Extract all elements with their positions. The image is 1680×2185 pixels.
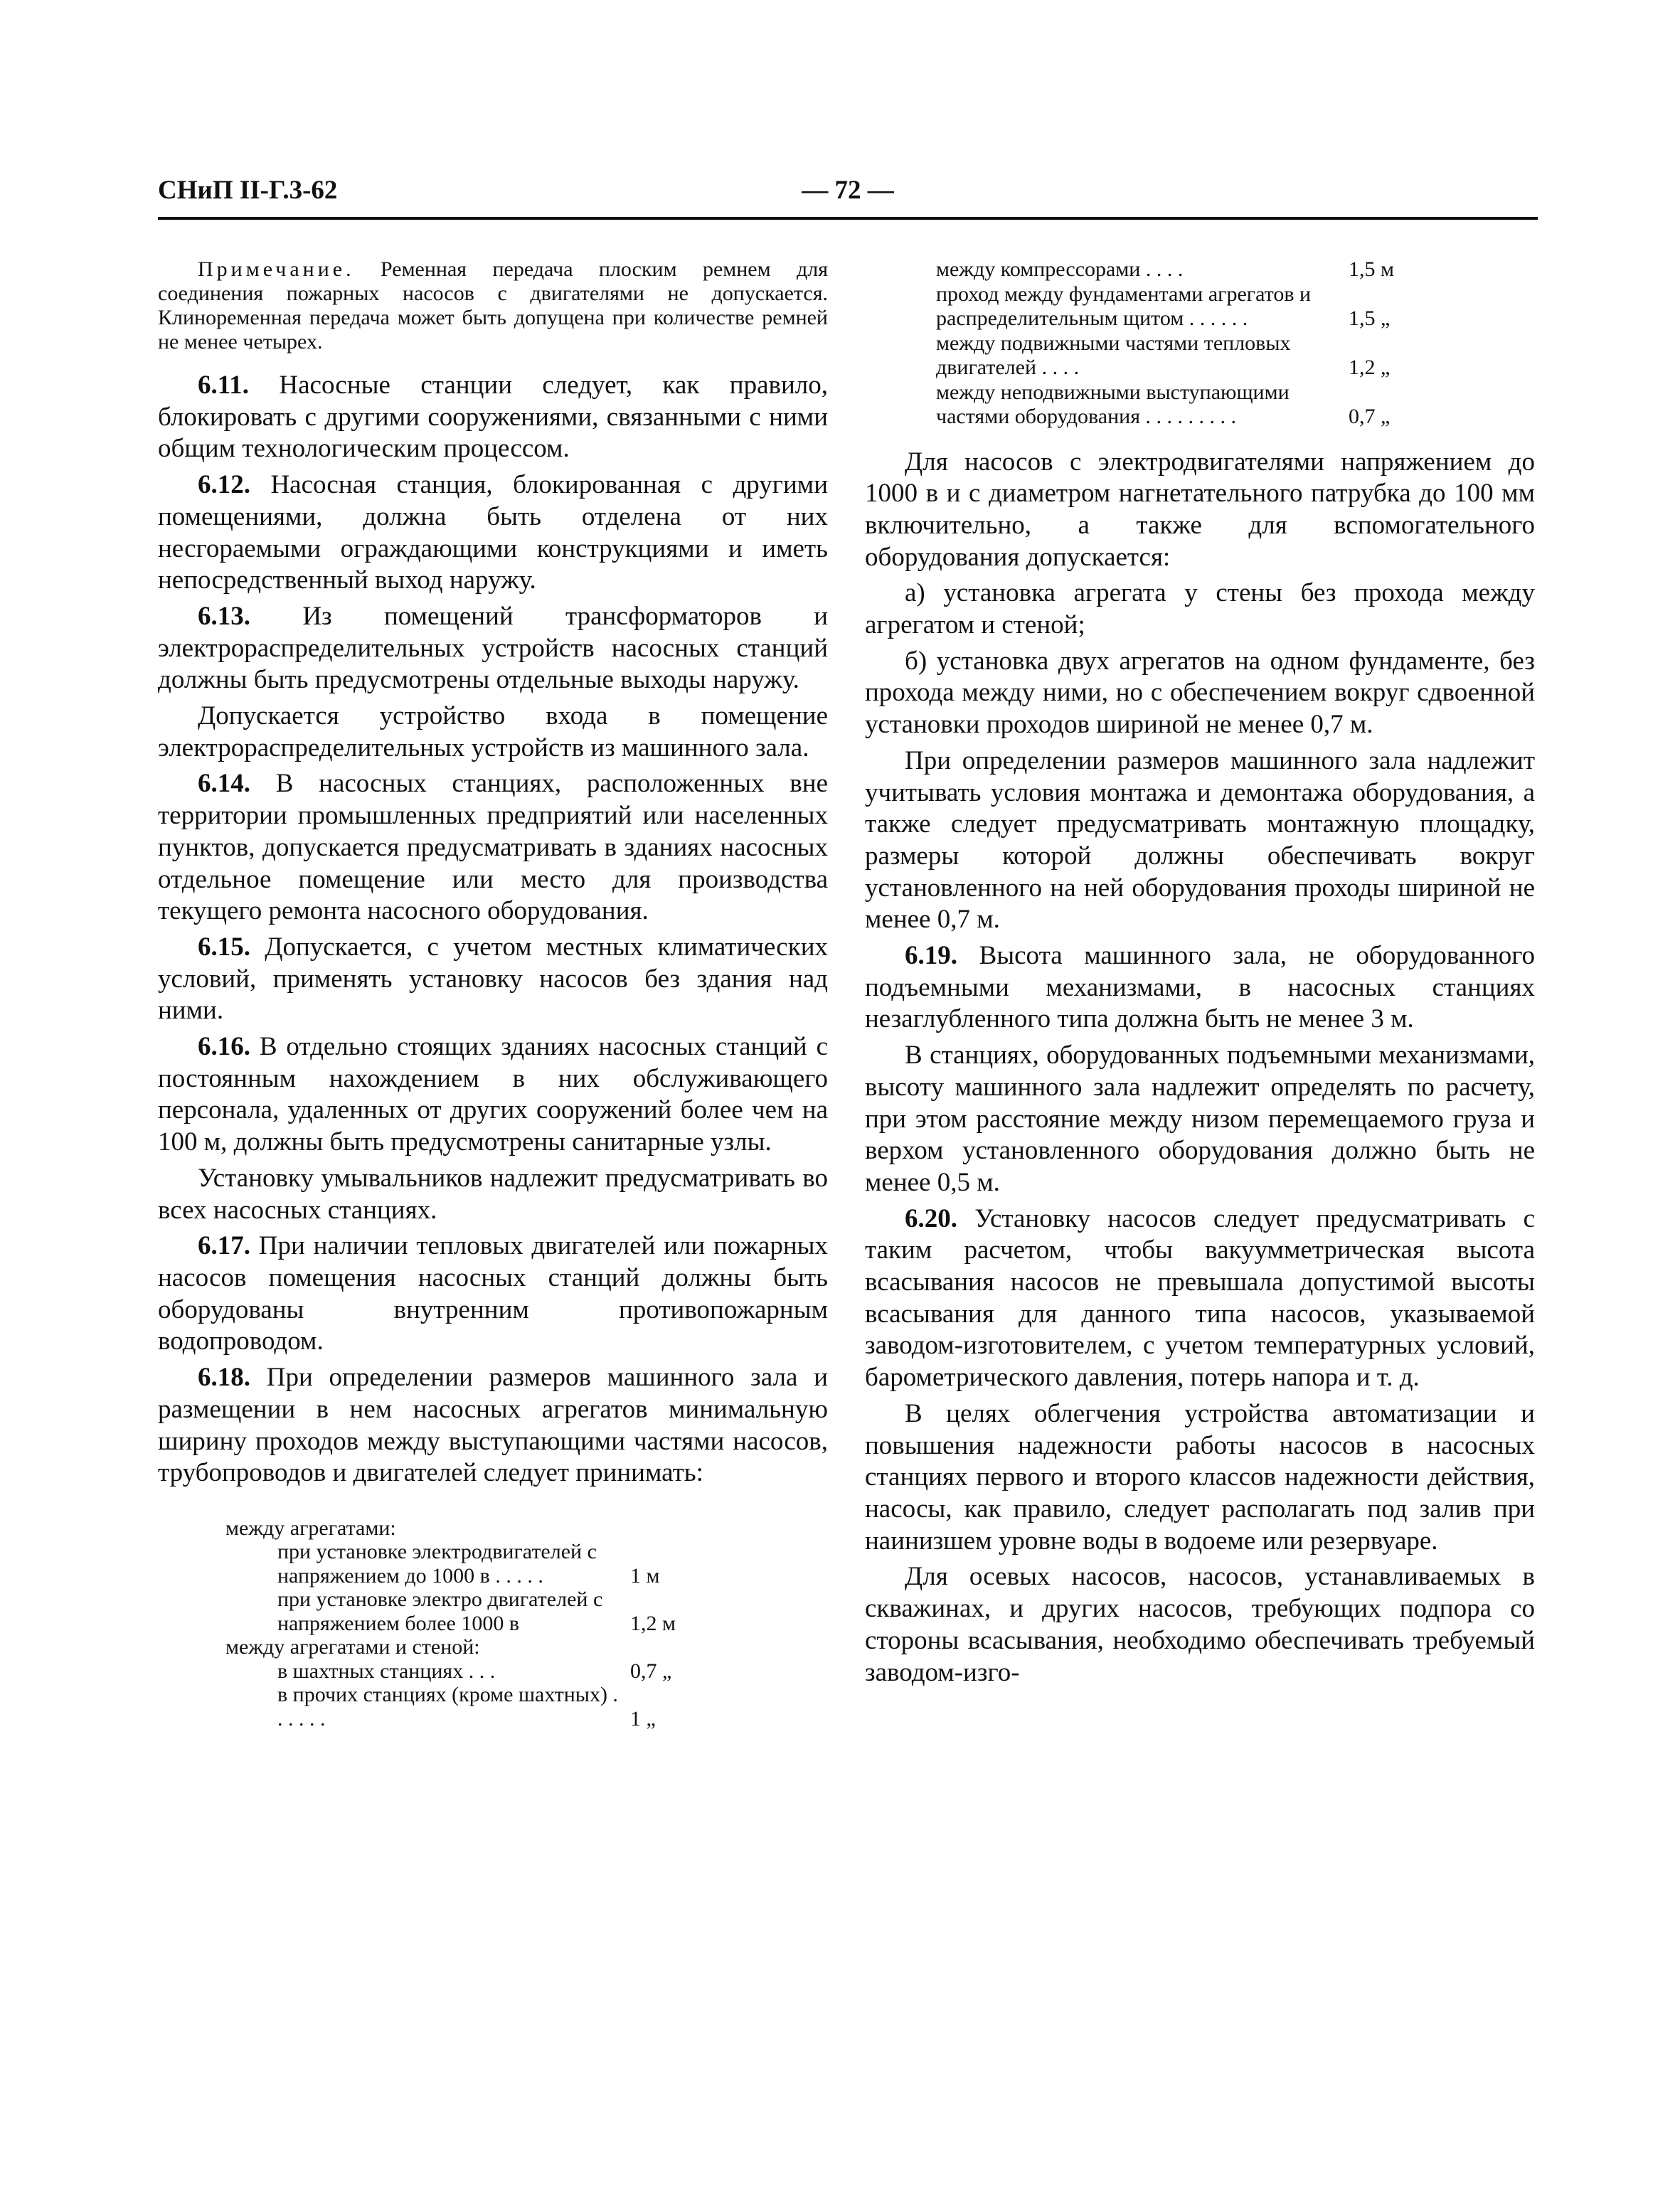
section-text: Насосные станции следует, как правило, блокировать с другими сооружениями, связанными с ними общим технологическим процессом. <box>158 371 829 464</box>
list-item-value: 0,7 „ <box>630 1659 672 1683</box>
list-item-text: при установке электро двигателей с напряжением более 1000 в <box>277 1588 603 1635</box>
section-number: 6.18. <box>198 1363 250 1393</box>
page-header <box>158 175 1538 218</box>
section-number: 6.20. <box>905 1203 957 1233</box>
section-6-18 <box>158 1362 828 1489</box>
list-item <box>158 1540 660 1588</box>
list-item-text: проход между фундаментами агрегатов и распределительным щитом . . . . . . <box>936 282 1312 330</box>
section-text: При определении размеров машинного зала и размещении в нем насосных агрегатов минимальную ширину проходов между выступающими частями насосов, трубопроводов и двигателей следует принимать: <box>158 1363 828 1488</box>
section-6-17 <box>158 1230 828 1358</box>
section-text: В насосных станциях, расположенных вне территории промышленных предприятий или населенных пунктов, допускается предусматривать в зданиях насосных отдельное помещение или место для производства текущего ремонта насосного оборудования. <box>158 769 828 926</box>
section-6-13 <box>158 601 828 696</box>
list-item-value: 1,2 м <box>630 1611 676 1635</box>
section-number: 6.17. <box>198 1231 250 1261</box>
paragraph: Для осевых насосов, насосов, устанавливаемых в скважинах, и других насосов, требующих подпора со стороны всасывания, необходимо обеспечивать требуемый заводом-изго- <box>865 1562 1535 1687</box>
clearance-list <box>158 1516 828 1731</box>
paragraph: При определении размеров машинного зала надлежит учитывать условия монтажа и демонтажа оборудования, а также следует предусматривать монтажную площадку, размеры которой должны обеспечивать вокруг установленного на ней оборудования проходы шириной не менее 0,7 м. <box>865 745 1535 935</box>
list-item-text: между неподвижными выступающими частями оборудования . . . . . . . . . <box>936 380 1290 428</box>
list-item-value: 1 м <box>630 1563 660 1588</box>
list-group-title: между агрегатами: <box>225 1516 396 1540</box>
paragraph-item-b: б) установка двух агрегатов на одном фундаменте, без прохода между ними, но с обеспечением вокруг сдвоенной установки проходов шириной не менее 0,7 м. <box>865 646 1535 740</box>
note <box>158 257 828 354</box>
paragraph: В станциях, оборудованных подъемными механизмами, высоту машинного зала надлежит определять по расчету, при этом расстояние между низом перемещаемого груза и верхом установленного оборудования должно быть не менее 0,5 м. <box>865 1041 1535 1197</box>
section-6-16 <box>158 1031 828 1159</box>
list-item <box>158 1683 656 1731</box>
page-number: — 72 — <box>802 176 894 205</box>
list-item <box>936 282 1391 331</box>
section-6-20 <box>865 1203 1535 1394</box>
section-text: В отдельно стоящих зданиях насосных станций с постоянным нахождением в них обслуживающего персонала, удаленных от других сооружений более чем на 100 м, должны быть предусмотрены санитарные узлы. <box>158 1032 828 1157</box>
section-text: Установку насосов следует предусматривать с таким расчетом, чтобы вакуумметрическая высота всасывания насосов не превышала допустимой высоты всасывания для данного типа насосов, указываемой заводом-изготовителем, с учетом температурных условий, барометрического давления, потерь напора и т. д. <box>865 1203 1535 1393</box>
list-item-value: 1,5 „ <box>1349 307 1391 330</box>
section-6-15 <box>158 932 828 1027</box>
section-number: 6.16. <box>198 1032 250 1062</box>
section-text: Допускается, с учетом местных климатических условий, применять установку насосов без здания над ними. <box>158 932 828 1026</box>
list-item-value: 1 „ <box>630 1706 656 1731</box>
list-item-text: между компрессорами . . . . <box>936 257 1184 281</box>
document-code: СНиП II-Г.3-62 <box>158 176 338 205</box>
section-text: Высота машинного зала, не оборудованного подъемными механизмами, в насосных станциях незаглубленного типа должна быть не менее 3 м. <box>865 941 1536 1034</box>
list-item-value: 0,7 „ <box>1349 405 1391 428</box>
list-group-title: между агрегатами и стеной: <box>225 1635 480 1659</box>
section-text: При наличии тепловых двигателей или пожарных насосов помещения насосных станций должны быть оборудованы внутренним противопожарным водопроводом. <box>158 1231 828 1356</box>
list-item-text: в прочих станциях (кроме шахтных) . . . . . . <box>277 1683 618 1731</box>
section-6-19 <box>865 940 1535 1036</box>
list-item <box>936 380 1391 430</box>
list-item-value: 1,5 м <box>1349 257 1394 281</box>
section-number: 6.19. <box>905 941 957 971</box>
list-item-text: при установке электродвигателей с напряжением до 1000 в . . . . . <box>277 1540 597 1588</box>
list-item <box>936 257 1394 282</box>
section-number: 6.14. <box>198 769 250 799</box>
section-6-14 <box>158 768 828 927</box>
list-item-text: между подвижными частями тепловых двигателей . . . . <box>936 331 1291 379</box>
section-number: 6.12. <box>198 470 250 500</box>
note-text: Ременная передача плоским ремнем для соединения пожарных насосов с двигателями не допускается. Клиноременная передача может быть допущена при количестве ремней не менее четырех. <box>158 257 828 353</box>
list-item <box>158 1659 672 1684</box>
paragraph: Допускается устройство входа в помещение электрораспределительных устройств из машинного зала. <box>158 701 828 762</box>
section-number: 6.13. <box>198 601 250 631</box>
clearance-list-continued <box>936 257 1535 430</box>
note-label: Примечание. <box>198 257 355 281</box>
section-number: 6.11. <box>198 371 249 400</box>
list-item <box>936 331 1391 381</box>
header-rule <box>158 217 1538 220</box>
list-item-value: 1,2 „ <box>1349 356 1391 379</box>
left-column <box>158 257 828 1731</box>
section-number: 6.15. <box>198 932 250 962</box>
list-item <box>158 1588 676 1635</box>
paragraph: Установку умывальников надлежит предусматривать во всех насосных станциях. <box>158 1163 828 1225</box>
section-text: Насосная станция, блокированная с другими помещениями, должна быть отделена от них несгораемыми ограждающими конструкциями и иметь непосредственный выход наружу. <box>158 470 828 595</box>
right-column <box>865 257 1535 1689</box>
section-6-11 <box>158 370 828 465</box>
paragraph-item-a: а) установка агрегата у стены без прохода между агрегатом и стеной; <box>865 578 1535 640</box>
list-item-text: в шахтных станциях . . . <box>277 1659 496 1683</box>
paragraph: Для насосов с электродвигателями напряжением до 1000 в и с диаметром нагнетательного патрубка до 100 мм включительно, а также для вспомогательного оборудования допускается: <box>865 447 1535 572</box>
paragraph: В целях облегчения устройства автоматизации и повышения надежности работы насосов в насосных станциях первого и второго классов надежности действия, насосы, как правило, следует располагать под залив при наинизшем уровне воды в водоеме или резервуаре. <box>865 1398 1535 1556</box>
section-6-12 <box>158 469 828 597</box>
section-text: Из помещений трансформаторов и электрораспределительных устройств насосных станций должны быть предусмотрены отдельные выходы наружу. <box>158 601 829 695</box>
